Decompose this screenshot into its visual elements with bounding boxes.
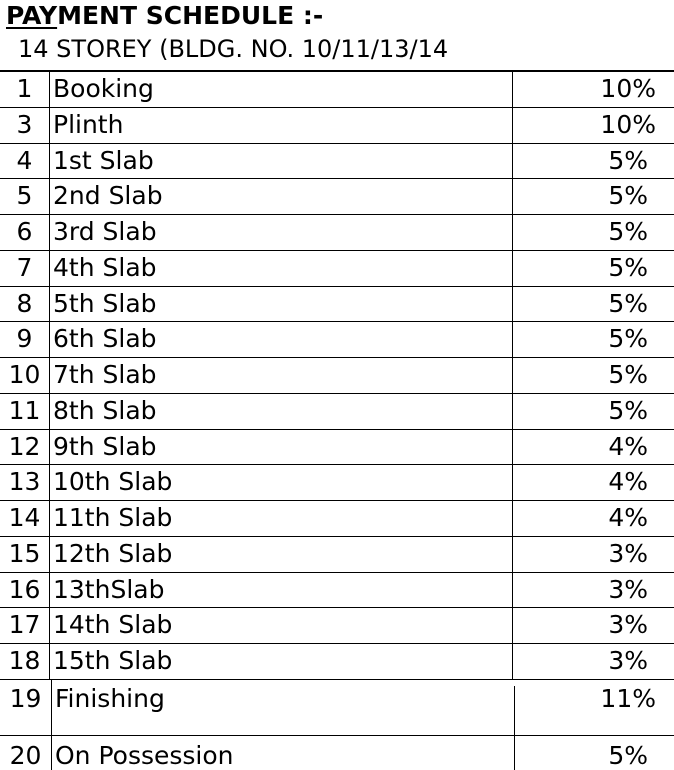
row-number: 17 — [0, 608, 50, 643]
percent-value: 5% — [608, 181, 648, 211]
stage-name: 10th Slab — [53, 467, 173, 497]
stage-name: 15th Slab — [53, 646, 173, 675]
percent-value: 5% — [608, 740, 648, 770]
percent-value: 10% — [600, 74, 656, 103]
percent-cell — [512, 108, 674, 143]
percent-cell — [512, 573, 674, 608]
table-row — [0, 501, 674, 537]
table-row — [0, 251, 674, 287]
stage-name: 3rd Slab — [53, 217, 157, 246]
percent-value: 5% — [608, 324, 648, 354]
row-number: 6 — [0, 215, 50, 250]
stage-name: 1st Slab — [53, 145, 154, 175]
table-row — [0, 608, 674, 644]
stage-name: 5th Slab — [53, 288, 157, 318]
row-number: 4 — [0, 144, 50, 179]
percent-value: 5% — [608, 252, 648, 282]
percent-value: 4% — [608, 431, 648, 461]
percent-value: 3% — [608, 610, 648, 640]
stage-name: 4th Slab — [53, 252, 157, 282]
percent-cell — [512, 430, 674, 465]
table-row — [0, 394, 674, 430]
stage-name: 14th Slab — [53, 610, 173, 640]
row-number: 14 — [0, 501, 50, 536]
table-row — [0, 322, 674, 358]
percent-value: 5% — [608, 395, 648, 425]
page-subtitle: 14 STOREY (BLDG. NO. 10/11/13/14 — [18, 35, 449, 63]
table-row — [0, 644, 674, 680]
percent-cell — [514, 683, 674, 735]
percent-cell — [512, 215, 674, 250]
row-number: 8 — [0, 287, 50, 322]
row-number: 9 — [0, 322, 50, 357]
percent-cell — [512, 501, 674, 536]
percent-cell — [512, 537, 674, 572]
stage-name: On Possession — [55, 740, 234, 770]
table-row — [0, 465, 674, 501]
page-title-underlined-part: PAY — [6, 1, 58, 30]
row-number: 15 — [0, 537, 50, 572]
stage-name: 6th Slab — [53, 324, 157, 354]
stage-name: 12th Slab — [53, 538, 173, 568]
table-row — [0, 680, 674, 735]
table-row — [0, 573, 674, 609]
percent-value: 5% — [608, 217, 648, 246]
row-number: 3 — [0, 108, 50, 143]
percent-cell — [512, 251, 674, 286]
row-number: 13 — [0, 465, 50, 500]
percent-value: 11% — [600, 683, 656, 713]
percent-value: 3% — [608, 646, 648, 675]
row-number: 18 — [0, 644, 50, 679]
stage-name: 2nd Slab — [53, 181, 163, 211]
payment-schedule-table — [0, 70, 674, 770]
percent-cell — [512, 179, 674, 214]
row-number: 11 — [0, 394, 50, 429]
stage-name: 11th Slab — [53, 503, 173, 532]
percent-value: 5% — [608, 360, 648, 389]
row-number: 10 — [0, 358, 50, 393]
percent-value: 4% — [608, 503, 648, 532]
percent-value: 10% — [600, 109, 656, 139]
percent-cell — [512, 287, 674, 322]
stage-name: 13thSlab — [53, 574, 165, 604]
row-number: 5 — [0, 179, 50, 214]
table-row — [0, 108, 674, 144]
row-number: 1 — [0, 72, 50, 107]
percent-cell — [512, 72, 674, 107]
stage-name: Booking — [53, 74, 154, 103]
stage-name: 8th Slab — [53, 395, 157, 425]
table-row — [0, 358, 674, 394]
stage-name: 7th Slab — [53, 360, 157, 389]
table-row — [0, 287, 674, 323]
stage-name: Finishing — [55, 683, 165, 713]
row-number: 12 — [0, 430, 50, 465]
row-number: 20 — [0, 736, 52, 770]
percent-cell — [512, 144, 674, 179]
percent-value: 5% — [608, 145, 648, 175]
table-row — [0, 430, 674, 466]
percent-cell — [514, 736, 674, 770]
percent-cell — [512, 465, 674, 500]
percent-value: 5% — [608, 288, 648, 318]
percent-cell — [512, 644, 674, 679]
percent-value: 3% — [608, 574, 648, 604]
percent-value: 4% — [608, 467, 648, 497]
table-row — [0, 179, 674, 215]
table-row — [0, 736, 674, 770]
table-row — [0, 537, 674, 573]
row-number: 19 — [0, 680, 52, 735]
percent-cell — [512, 608, 674, 643]
table-row — [0, 72, 674, 108]
table-row — [0, 215, 674, 251]
stage-name: Plinth — [53, 109, 124, 139]
stage-name: 9th Slab — [53, 431, 157, 461]
percent-cell — [512, 394, 674, 429]
page-title — [6, 0, 323, 32]
percent-cell — [512, 322, 674, 357]
row-number: 16 — [0, 573, 50, 608]
page-title-rest: MENT SCHEDULE :- — [57, 1, 324, 30]
percent-value: 3% — [608, 538, 648, 568]
table-row — [0, 144, 674, 180]
row-number: 7 — [0, 251, 50, 286]
percent-cell — [512, 358, 674, 393]
